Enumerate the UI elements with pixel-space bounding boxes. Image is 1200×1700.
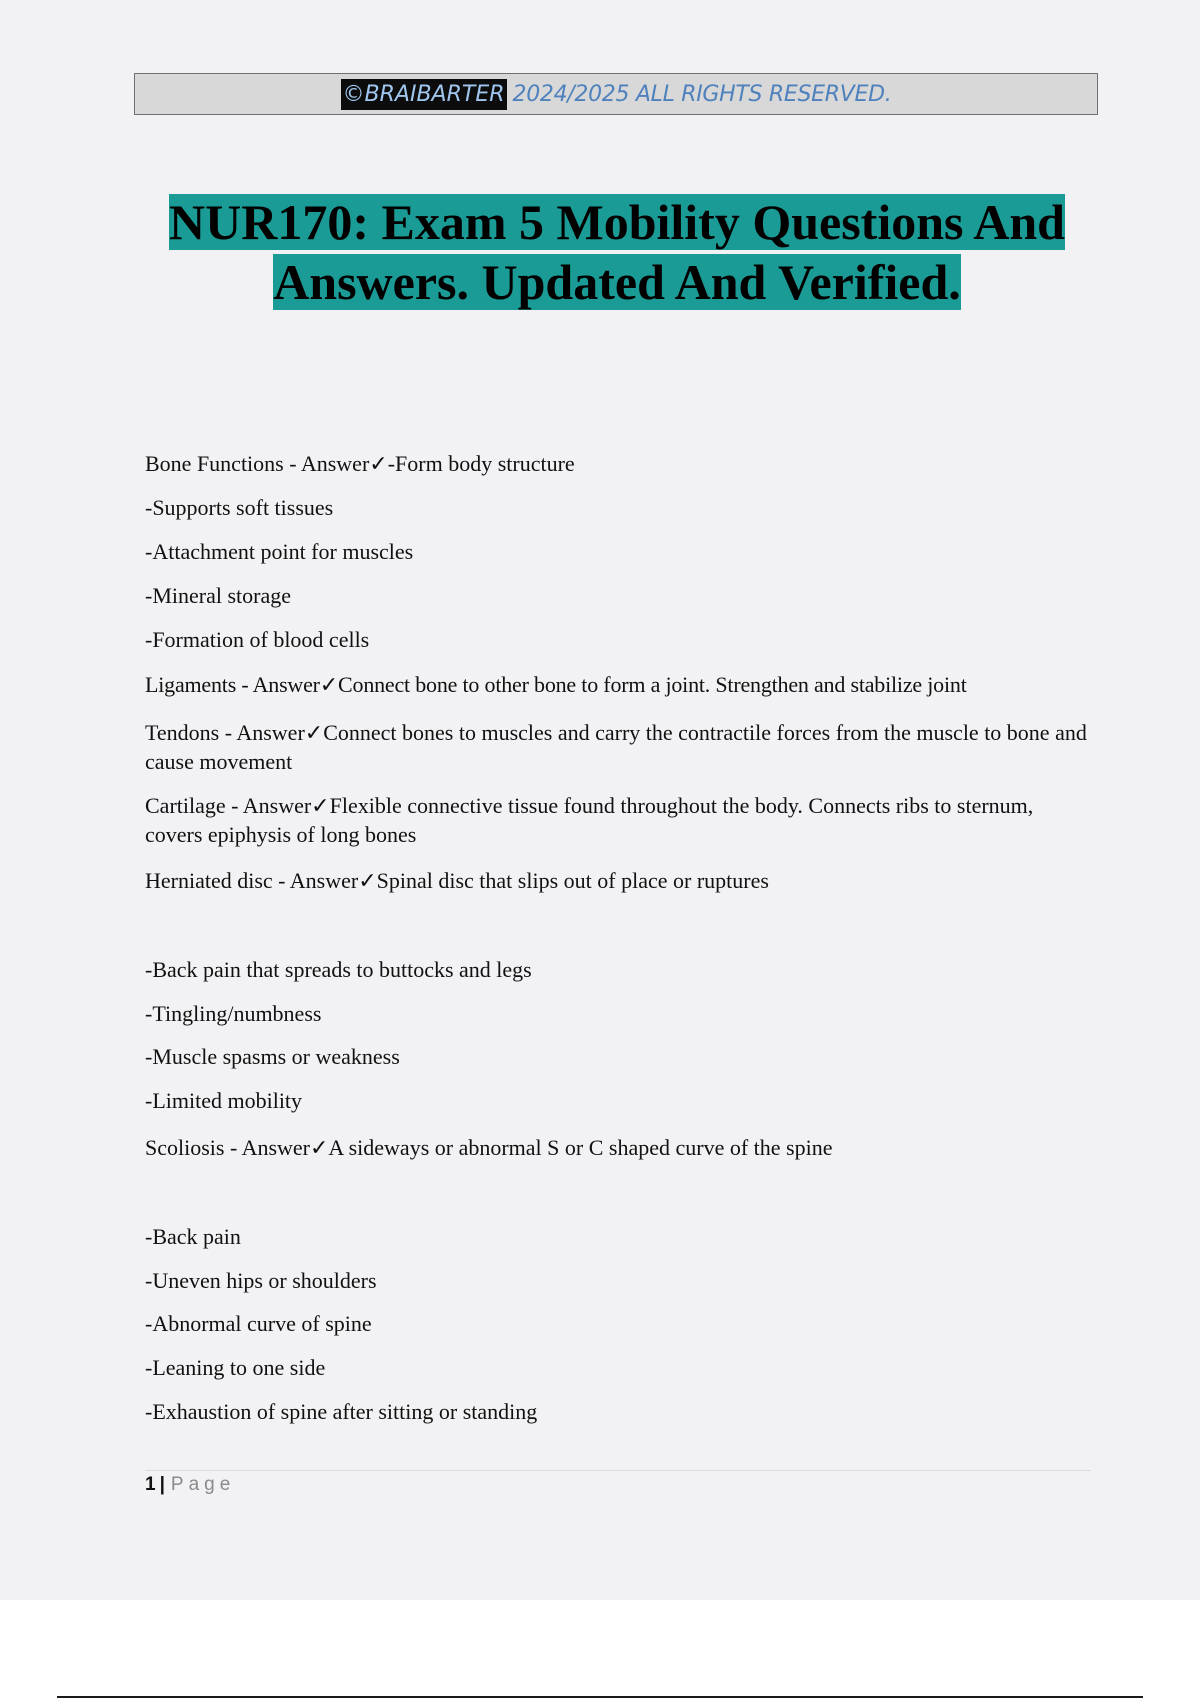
- copyright-owner: ©BRAIBARTER: [341, 79, 507, 110]
- body-line: -Limited mobility: [145, 1088, 303, 1113]
- body-line: Cartilage - Answer✓Flexible connective tissue found throughout the body. Connects ribs to sternum, covers epiphysis of long bones: [145, 793, 1034, 847]
- next-page-divider: [57, 1696, 1143, 1698]
- copyright-header: [134, 73, 1098, 115]
- copyright-rights: 2024/2025 ALL RIGHTS RESERVED.: [512, 81, 892, 107]
- footer-divider: [145, 1470, 1091, 1471]
- body-line: -Uneven hips or shoulders: [145, 1268, 377, 1293]
- page-number: 1: [145, 1474, 156, 1495]
- document-title: [100, 192, 1134, 312]
- document-body: [145, 449, 1090, 1426]
- body-line: -Back pain: [145, 1224, 241, 1249]
- body-line: -Tingling/numbness: [145, 1001, 322, 1026]
- body-line: Tendons - Answer✓Connect bones to muscles and carry the contractile forces from the muscle to bone and cause movement: [145, 720, 1087, 774]
- page-number-footer: [145, 1474, 235, 1496]
- body-line: -Muscle spasms or weakness: [145, 1044, 400, 1069]
- body-line: -Supports soft tissues: [145, 495, 334, 520]
- body-line: Herniated disc - Answer✓Spinal disc that slips out of place or ruptures: [145, 868, 769, 893]
- body-line: -Leaning to one side: [145, 1355, 326, 1380]
- title-line-1: NUR170: Exam 5 Mobility Questions And: [169, 194, 1065, 250]
- page-separator: |: [159, 1474, 165, 1495]
- page-label: Page: [170, 1474, 236, 1495]
- body-line: -Attachment point for muscles: [145, 539, 414, 564]
- body-line: Bone Functions - Answer✓-Form body structure: [145, 451, 575, 476]
- body-line: -Mineral storage: [145, 583, 291, 608]
- body-line: -Abnormal curve of spine: [145, 1311, 372, 1336]
- body-line: -Exhaustion of spine after sitting or standing: [145, 1399, 538, 1424]
- body-line: -Formation of blood cells: [145, 627, 370, 652]
- body-line: Ligaments - Answer✓Connect bone to other bone to form a joint. Strengthen and stabilize joint: [145, 672, 967, 697]
- title-line-2: Answers. Updated And Verified.: [273, 254, 961, 310]
- body-line: Scoliosis - Answer✓A sideways or abnormal S or C shaped curve of the spine: [145, 1135, 833, 1160]
- body-line: -Back pain that spreads to buttocks and legs: [145, 957, 532, 982]
